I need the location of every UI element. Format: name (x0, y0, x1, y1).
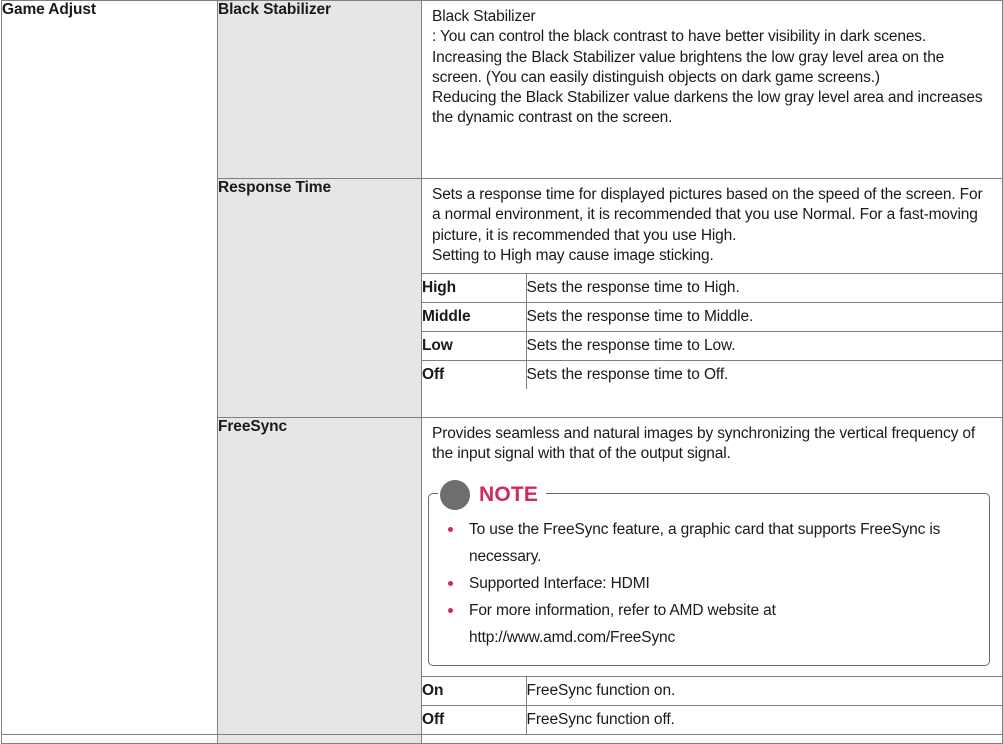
feature-description-cell-response-time (422, 179, 1003, 418)
feature-label: Black Stabilizer (218, 1, 331, 18)
option-value: Sets the response time to Middle. (526, 303, 1002, 332)
option-key: On (422, 676, 526, 705)
option-key: Off (422, 361, 526, 390)
feature-description-cell-freesync (422, 418, 1003, 735)
note-item-text: To use the FreeSync feature, a graphic card that supports FreeSync is necessary. (469, 520, 941, 565)
description-text (422, 418, 1002, 472)
note-callout (428, 484, 990, 666)
option-value: FreeSync function off. (526, 705, 1002, 734)
list-item (443, 570, 975, 597)
bullet-icon (448, 527, 453, 532)
note-item-text: For more information, refer to AMD website at http://www.amd.com/FreeSync (469, 601, 776, 646)
option-table-freesync (422, 676, 1002, 734)
note-item-text: Supported Interface: HDMI (469, 574, 650, 592)
description-line: Provides seamless and natural images by synchronizing the vertical frequency of the input signal with that of the output signal. (432, 425, 975, 463)
description-text (422, 179, 1002, 273)
option-key: Middle (422, 303, 526, 332)
feature-label: FreeSync (218, 418, 287, 435)
bullet-icon (448, 581, 453, 586)
feature-name-cell-response-time (218, 179, 422, 418)
option-row (422, 303, 1002, 332)
note-list (443, 516, 975, 651)
note-title: NOTE (479, 483, 539, 507)
description-text (422, 1, 1002, 136)
option-row (422, 332, 1002, 361)
description-line: Black Stabilizer (432, 8, 536, 25)
table-row (2, 1, 1003, 179)
option-key: High (422, 274, 526, 303)
feature-name-cell-freesync (218, 418, 422, 735)
option-value: Sets the response time to High. (526, 274, 1002, 303)
option-row (422, 361, 1002, 390)
category-label: Game Adjust (2, 1, 96, 18)
description-line: Setting to High may cause image sticking. (432, 246, 714, 264)
description-line: Sets a response time for displayed pictures based on the speed of the screen. For a normal environment, it is recommended that you use Normal. For a fast-moving picture, it is recommended that you use High. (432, 186, 983, 244)
note-header (438, 484, 546, 506)
option-value: Sets the response time to Low. (526, 332, 1002, 361)
description-line: : You can control the black contrast to have better visibility in dark scenes. (432, 28, 927, 46)
category-cell-game-adjust (2, 1, 218, 735)
option-value: Sets the response time to Off. (526, 361, 1002, 390)
option-key: Low (422, 332, 526, 361)
option-row (422, 676, 1002, 705)
note-box (428, 493, 990, 666)
feature-label: Response Time (218, 179, 331, 196)
description-line: Increasing the Black Stabilizer value brightens the low gray level area on the screen. (You can easily distinguish objects on dark game screens.) (432, 48, 945, 86)
feature-description-cell-black-stabilizer (422, 1, 1003, 179)
option-table-response-time (422, 273, 1002, 389)
option-row (422, 705, 1002, 734)
option-row (422, 274, 1002, 303)
list-item (443, 597, 975, 651)
feature-spec-table (1, 0, 1003, 744)
option-value: FreeSync function on. (526, 676, 1002, 705)
list-item (443, 516, 975, 570)
option-key: Off (422, 705, 526, 734)
exclamation-circle-icon (440, 480, 470, 510)
feature-name-cell-black-stabilizer (218, 1, 422, 179)
description-line: Reducing the Black Stabilizer value darkens the low gray level area and increases the dynamic contrast on the screen. (432, 89, 983, 127)
bullet-icon (448, 608, 453, 613)
